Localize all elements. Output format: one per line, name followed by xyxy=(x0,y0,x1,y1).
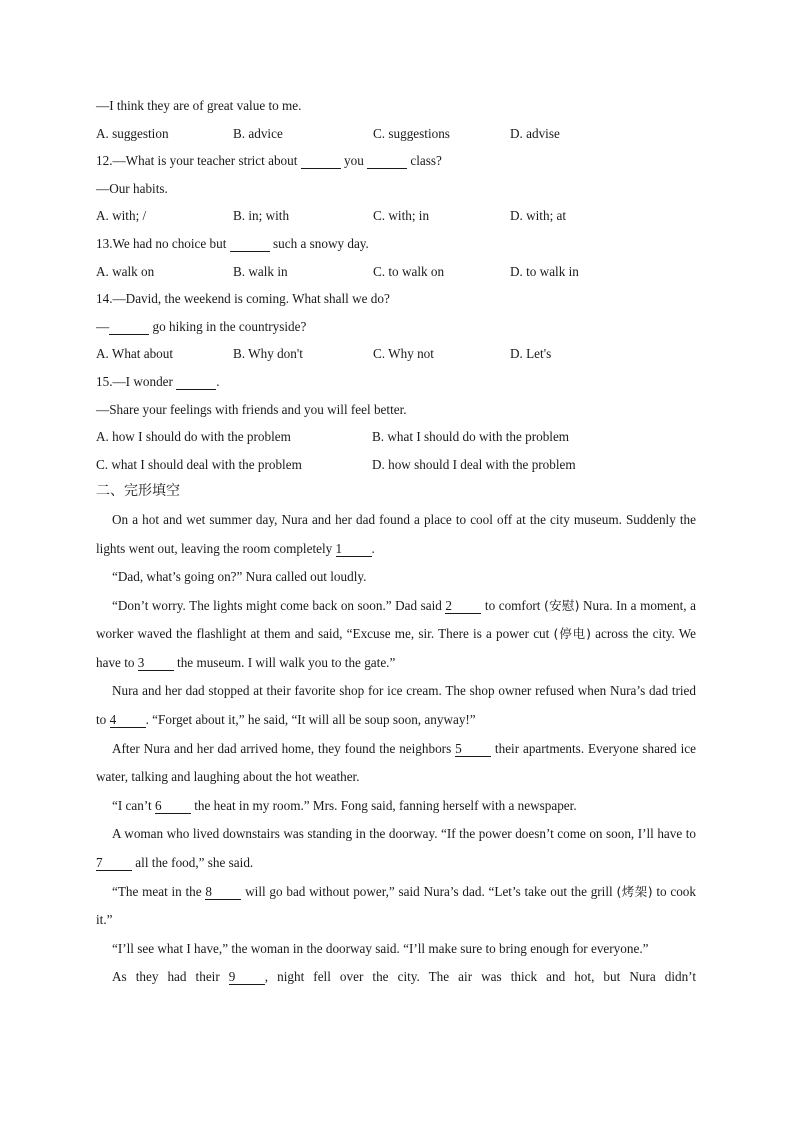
q11-option-b: B. advice xyxy=(233,125,283,141)
q12-answer-line: —Our habits. xyxy=(96,180,168,196)
q12-option-c: C. with; in xyxy=(373,208,430,224)
q13-option-c: C. to walk on xyxy=(373,263,445,279)
cloze-blank-9: 9 xyxy=(229,970,265,985)
q13-option-a: A. walk on xyxy=(96,263,155,279)
q13-blank xyxy=(230,237,270,252)
q15-answer-line: —Share your feelings with friends and you will feel better. xyxy=(96,401,407,417)
passage-paragraph-7: A woman who lived downstairs was standing in the doorway. “If the power doesn’t come on soon, I’ll have to 7 all the food,” she said. xyxy=(96,826,696,871)
q15-option-c: C. what I should deal with the problem xyxy=(96,456,302,472)
q12-stem: 12.—What is your teacher strict about you class? xyxy=(96,153,442,169)
q13-options xyxy=(96,258,696,286)
passage-paragraph-4: Nura and her dad stopped at their favorite shop for ice cream. The shop owner refused when Nura’s dad tried to 4 . “Forget about it,” he said, “It will all be soup soon, anyway!” xyxy=(96,683,696,728)
cloze-blank-6: 6 xyxy=(155,799,191,814)
worksheet-page xyxy=(96,92,696,992)
q14-option-d: D. Let's xyxy=(510,346,552,362)
passage-paragraph-6: “I can’t 6 the heat in my room.” Mrs. Fong said, fanning herself with a newspaper. xyxy=(112,797,577,813)
cloze-passage xyxy=(96,506,696,992)
q15-option-d: D. how should I deal with the problem xyxy=(372,456,576,472)
q15-options-cd xyxy=(96,451,696,479)
passage-paragraph-2: “Dad, what’s going on?” Nura called out loudly. xyxy=(112,569,367,585)
cloze-blank-5: 5 xyxy=(455,742,491,757)
q12-option-d: D. with; at xyxy=(510,208,567,224)
q14-option-a: A. What about xyxy=(96,346,174,362)
cloze-blank-8: 8 xyxy=(205,885,241,900)
q11-options xyxy=(96,120,696,148)
passage-paragraph-8: “The meat in the 8 will go bad without power,” said Nura’s dad. “Let’s take out the grill (烤架) to cook it.” xyxy=(96,883,696,928)
q11-option-a: A. suggestion xyxy=(96,125,169,141)
q11-option-c: C. suggestions xyxy=(373,125,450,141)
cloze-blank-2: 2 xyxy=(445,599,481,614)
q11-answer-line: —I think they are of great value to me. xyxy=(96,98,302,113)
q14-reply: — go hiking in the countryside? xyxy=(96,318,307,334)
passage-paragraph-9: “I’ll see what I have,” the woman in the doorway said. “I’ll make sure to bring enough for everyone.” xyxy=(112,940,649,956)
cloze-blank-7: 7 xyxy=(96,856,132,871)
q12-options xyxy=(96,202,696,230)
q14-stem: 14.—David, the weekend is coming. What shall we do? xyxy=(96,291,390,307)
cloze-blank-1: 1 xyxy=(336,542,372,557)
q12-option-a: A. with; / xyxy=(96,208,147,224)
passage-paragraph-3: “Don’t worry. The lights might come back on soon.” Dad said 2 to comfort (安慰) Nura. In a moment, a worker waved the flashlight at them and said, “Excuse me, sir. There is a power cut (停电) across the city. We have to 3 the museum. I will walk you to the gate.” xyxy=(96,597,696,670)
q11-option-d: D. advise xyxy=(510,125,560,141)
q15-blank xyxy=(176,375,216,390)
passage-paragraph-5: After Nura and her dad arrived home, they found the neighbors 5 their apartments. Everyone shared ice water, talking and laughing about the hot weather. xyxy=(96,740,697,785)
q13-stem: 13.We had no choice but such a snowy day. xyxy=(96,235,369,251)
q15-option-b: B. what I should do with the problem xyxy=(372,429,570,445)
cloze-blank-4: 4 xyxy=(110,713,146,728)
q14-option-c: C. Why not xyxy=(373,346,434,362)
q12-blank-2 xyxy=(367,154,407,169)
q12-blank-1 xyxy=(301,154,341,169)
q13-option-d: D. to walk in xyxy=(510,263,579,279)
q12-option-b: B. in; with xyxy=(233,208,290,224)
q14-options xyxy=(96,340,696,368)
section-heading: 二、完形填空 xyxy=(96,483,180,500)
cloze-blank-3: 3 xyxy=(138,656,174,671)
passage-paragraph-10: As they had their 9 , night fell over the city. The air was thick and hot, but Nura didn’t xyxy=(112,969,697,985)
q13-option-b: B. walk in xyxy=(233,263,288,279)
q14-blank xyxy=(109,320,149,335)
q15-option-a: A. how I should do with the problem xyxy=(96,429,291,445)
q15-stem: 15.—I wonder . xyxy=(96,373,220,389)
q14-option-b: B. Why don't xyxy=(233,346,303,362)
q15-options-ab xyxy=(96,423,696,451)
passage-paragraph-1: On a hot and wet summer day, Nura and her dad found a place to cool off at the city museum. Suddenly the lights went out, leaving the room completely 1 . xyxy=(96,511,696,556)
